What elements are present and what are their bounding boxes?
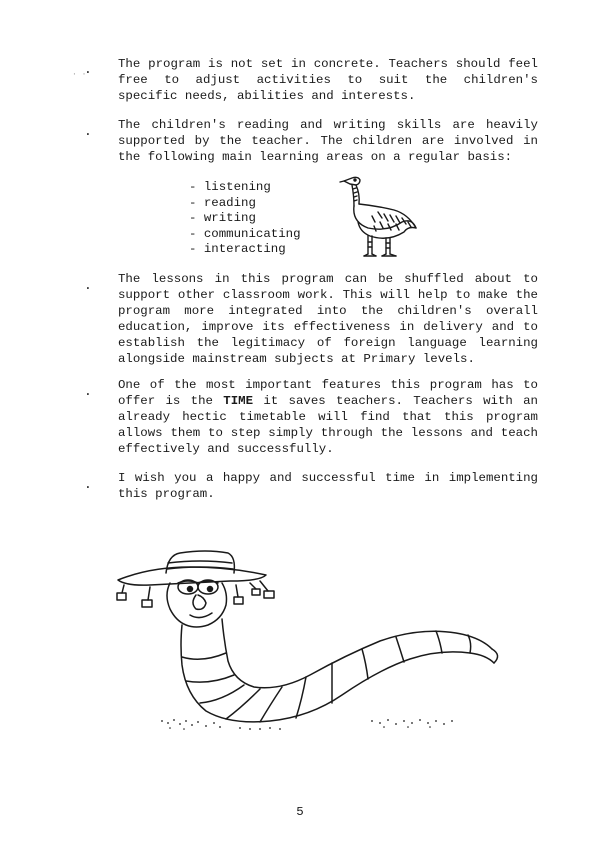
paragraph-1: The program is not set in concrete. Teachers should feel free to adjust activities to suit the children's specific needs, abilities and interests. <box>118 57 538 103</box>
paragraph-4-end: it saves teachers. Teachers with an already hectic timetable will find that this program allows them to step simply through the lessons and teach effectively and successfully. <box>118 394 538 456</box>
list-item: - interacting <box>189 242 286 257</box>
list-item: - reading <box>189 195 256 210</box>
paragraph-5: I wish you a happy and successful time in implementing this program. <box>118 471 538 501</box>
bullet-marker: . <box>84 477 92 492</box>
scan-speck: · · <box>72 70 87 79</box>
paragraph-3: The lessons in this program can be shuffled about to support other classroom work. This will help to make the program more integrated into the children's overall education, improve its effectiveness in delivery and to establish the legitimacy of foreign language learning alongside mainstream subjects at Primary levels. <box>118 272 538 366</box>
worm-illustration <box>110 545 502 735</box>
list-item: - listening <box>189 180 271 194</box>
bullet-marker: . <box>84 124 92 139</box>
paragraph-4 <box>118 377 538 457</box>
time-emphasis: TIME <box>223 394 254 408</box>
bullet-marker: . <box>84 384 92 399</box>
emu-illustration <box>338 172 422 260</box>
list-item: - writing <box>189 211 256 226</box>
list-item: - communicating <box>189 226 301 241</box>
paragraph-2: The children's reading and writing skills are heavily supported by the teacher. The children are involved in the following main learning areas on a regular basis: <box>118 118 538 164</box>
bullet-marker: . <box>84 62 92 77</box>
learning-areas-list <box>189 180 301 258</box>
bullet-marker: . <box>84 278 92 293</box>
page-number: 5 <box>296 805 304 819</box>
paragraph-4-start: One of the most important features this program has to offer is the <box>118 378 538 408</box>
